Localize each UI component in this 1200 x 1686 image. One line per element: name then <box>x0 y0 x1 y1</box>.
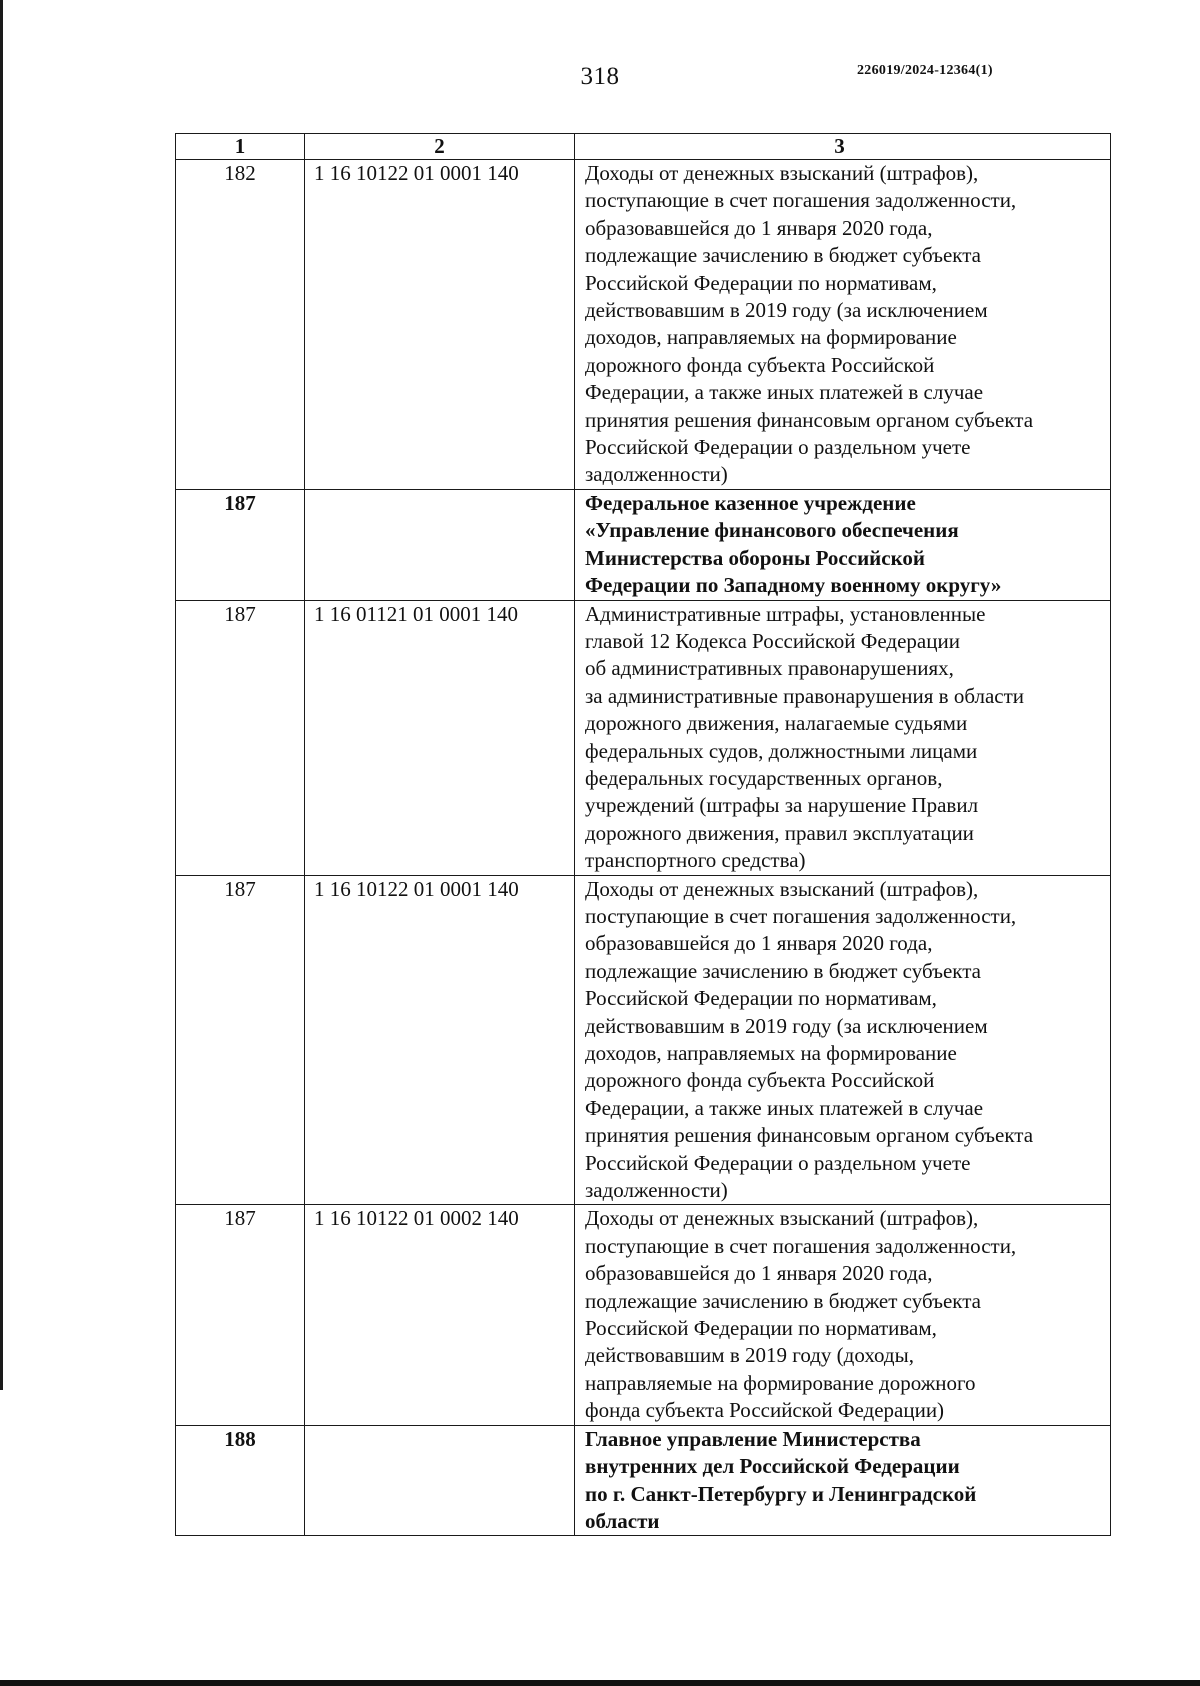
description-line: дорожного движения, налагаемые судьями <box>585 711 968 736</box>
description-line: задолженности) <box>585 1178 728 1203</box>
page-number: 318 <box>580 63 620 90</box>
description-line: действовавшим в 2019 году (доходы, <box>585 1343 914 1368</box>
description-cell <box>575 489 1111 600</box>
chapter-code-cell: 187 <box>176 1205 305 1425</box>
description-line: подлежащие зачислению в бюджет субъекта <box>585 243 981 268</box>
chapter-code-cell: 187 <box>176 489 305 600</box>
description-line: принятия решения финансовым органом субъекта <box>585 1123 1034 1148</box>
chapter-code-cell: 187 <box>176 875 305 1205</box>
description-line: доходов, направляемых на формирование <box>585 325 957 350</box>
description-line: фонда субъекта Российской Федерации) <box>585 1398 945 1423</box>
description-line: образовавшейся до 1 января 2020 года, <box>585 931 933 956</box>
table-row <box>176 160 1111 490</box>
budget-classification-code-cell: 1 16 10122 01 0001 140 <box>305 875 575 1205</box>
description-line: Министерства обороны Российской <box>585 545 926 570</box>
document-code: 226019/2024-12364(1) <box>857 63 993 78</box>
description-line: федеральных судов, должностными лицами <box>585 738 978 763</box>
description-line: Федерации по Западному военному округу» <box>585 573 1002 598</box>
description-line: подлежащие зачислению в бюджет субъекта <box>585 1288 981 1313</box>
budget-classification-code-cell: 1 16 10122 01 0002 140 <box>305 1205 575 1425</box>
description-line: Доходы от денежных взысканий (штрафов), <box>585 876 979 901</box>
budget-classification-code-cell <box>305 1425 575 1536</box>
description-cell <box>575 600 1111 875</box>
table-header-row <box>176 134 1111 160</box>
description-line: образовавшейся до 1 января 2020 года, <box>585 1261 933 1286</box>
header-cell-1: 1 <box>176 134 305 160</box>
chapter-code-cell: 187 <box>176 600 305 875</box>
description-line: главой 12 Кодекса Российской Федерации <box>585 628 960 653</box>
description-line: об административных правонарушениях, <box>585 656 954 681</box>
description-line: подлежащие зачислению в бюджет субъекта <box>585 958 981 983</box>
description-line: поступающие в счет погашения задолженности, <box>585 188 1017 213</box>
scan-edge-bottom <box>0 1680 1200 1686</box>
description-cell <box>575 875 1111 1205</box>
scan-edge-left <box>0 0 3 1390</box>
table-row <box>176 1425 1111 1536</box>
description-line: поступающие в счет погашения задолженности, <box>585 903 1017 928</box>
description-line: внутренних дел Российской Федерации <box>585 1454 960 1479</box>
chapter-code-cell: 188 <box>176 1425 305 1536</box>
description-line: Административные штрафы, установленные <box>585 601 986 626</box>
description-cell <box>575 1205 1111 1425</box>
table-row <box>176 1205 1111 1425</box>
description-line: образовавшейся до 1 января 2020 года, <box>585 215 933 240</box>
header-cell-2: 2 <box>305 134 575 160</box>
description-line: федеральных государственных органов, <box>585 765 943 790</box>
description-line: дорожного фонда субъекта Российской <box>585 1068 935 1093</box>
description-line: Российской Федерации по нормативам, <box>585 986 937 1011</box>
description-line: Доходы от денежных взысканий (штрафов), <box>585 161 979 185</box>
description-line: действовавшим в 2019 году (за исключением <box>585 298 988 323</box>
description-line: Российской Федерации по нормативам, <box>585 1316 937 1341</box>
table-row <box>176 489 1111 600</box>
description-line: Федерации, а также иных платежей в случае <box>585 1095 984 1120</box>
description-line: дорожного движения, правил эксплуатации <box>585 820 974 845</box>
chapter-code-cell: 182 <box>176 160 305 490</box>
description-cell <box>575 160 1111 490</box>
description-line: Российской Федерации о раздельном учете <box>585 1150 971 1175</box>
description-line: учреждений (штрафы за нарушение Правил <box>585 793 979 818</box>
budget-classification-code-cell: 1 16 01121 01 0001 140 <box>305 600 575 875</box>
description-line: транспортного средства) <box>585 848 806 873</box>
description-line: «Управление финансового обеспечения <box>585 518 959 543</box>
table-row <box>176 875 1111 1205</box>
description-line: поступающие в счет погашения задолженности, <box>585 1233 1017 1258</box>
description-line: задолженности) <box>585 462 728 487</box>
budget-classification-code-cell <box>305 489 575 600</box>
description-line: Главное управление Министерства <box>585 1426 921 1451</box>
description-line: Федерации, а также иных платежей в случае <box>585 380 984 405</box>
description-line: дорожного фонда субъекта Российской <box>585 352 935 377</box>
budget-classification-code-cell: 1 16 10122 01 0001 140 <box>305 160 575 490</box>
description-line: направляемые на формирование дорожного <box>585 1370 976 1395</box>
description-line: по г. Санкт-Петербургу и Ленинградской <box>585 1481 977 1506</box>
description-line: принятия решения финансовым органом субъекта <box>585 407 1034 432</box>
header-cell-3: 3 <box>575 134 1111 160</box>
description-line: Российской Федерации о раздельном учете <box>585 435 971 460</box>
revenue-codes-table <box>175 133 1111 1536</box>
table-row <box>176 600 1111 875</box>
description-line: доходов, направляемых на формирование <box>585 1041 957 1065</box>
description-cell <box>575 1425 1111 1536</box>
description-line: за административные правонарушения в области <box>585 683 1025 708</box>
description-line: Российской Федерации по нормативам, <box>585 270 937 295</box>
description-line: действовавшим в 2019 году (за исключением <box>585 1013 988 1038</box>
description-line: области <box>585 1508 660 1533</box>
description-line: Федеральное казенное учреждение <box>585 490 916 515</box>
description-line: Доходы от денежных взысканий (штрафов), <box>585 1206 979 1231</box>
